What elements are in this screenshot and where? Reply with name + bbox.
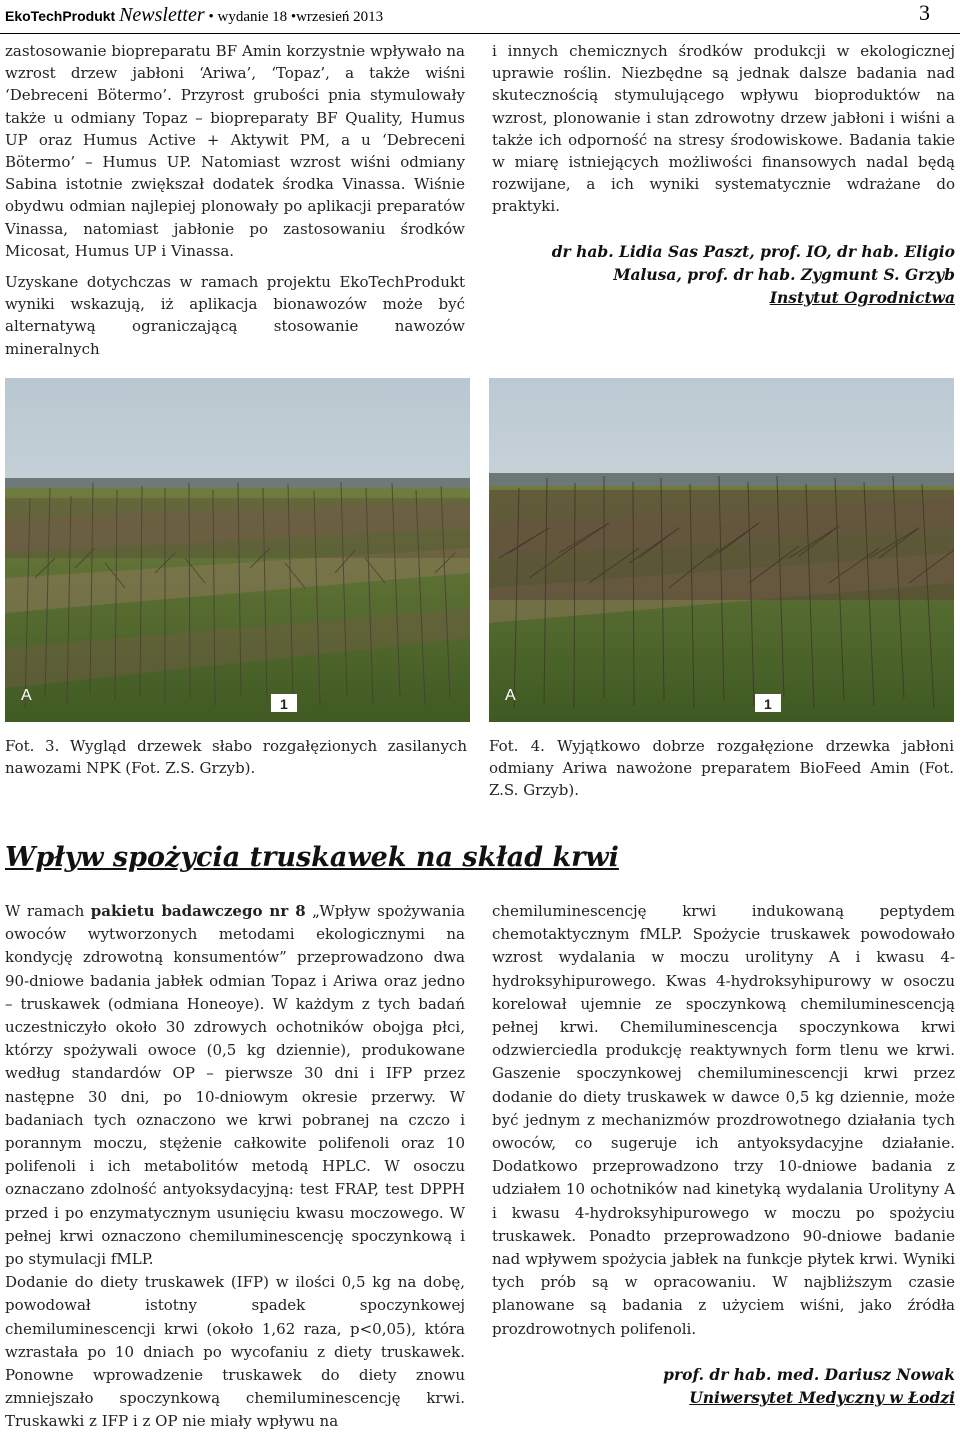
signature-line: dr hab. Lidia Sas Paszt, prof. IO, dr hab. Eligio <box>551 241 955 261</box>
photo-letter: A <box>505 687 516 704</box>
package-name: pakietu badawczego nr 8 <box>90 902 306 920</box>
signature-institution: Instytut Ogrodnictwa <box>769 287 955 307</box>
photo-tag: 1 <box>280 696 288 712</box>
signature-line: prof. dr hab. med. Dariusz Nowak <box>663 1364 955 1384</box>
page-header <box>0 0 960 34</box>
newsletter-label: Newsletter <box>119 4 205 26</box>
photo-caption: Fot. 3. Wygląd drzewek słabo rozgałęzionych zasilanych nawozami NPK (Fot. Z.S. Grzyb). <box>5 737 467 777</box>
article-signature <box>492 1363 955 1409</box>
photo-caption: Fot. 4. Wyjątkowo dobrze rozgałęzione drzewka jabłoni odmiany Ariwa nawożone preparatem BioFeed Amin (Fot. Z.S. Grzyb). <box>489 737 954 799</box>
page-number: 3 <box>919 0 930 25</box>
spacer <box>492 1341 955 1363</box>
article-title: Wpływ spożycia truskawek na skład krwi <box>5 842 619 873</box>
newsletter-masthead <box>5 4 383 27</box>
paragraph <box>5 900 465 1271</box>
paragraph: zastosowanie biopreparatu BF Amin korzystnie wpływało na wzrost drzew jabłoni ‘Ariwa’, ‘Topaz’, a także wiśni ‘Debreceni Bötermo’. Przyrost grubości pnia stymulowały także u odmiany Topaz – biopreparaty BF Quality, Humus UP oraz Humus Active + Aktywit PM, a u ‘Debreceni Bötermo’ – Humus UP. Natomiast wzrost wiśni odmiany Sabina istotnie zwiększał dodatek środka Vinassa. Wiśnie obydwu odmian najlepiej plonowały po aplikacji preparatów Vinassa, natomiast jabłonie po zastosowaniu środków Micosat, Humus UP i Vinassa. <box>5 42 465 260</box>
photo-sparse-trees <box>5 378 470 722</box>
article-left-column <box>5 900 465 1433</box>
top-left-column <box>5 40 465 360</box>
photo-tag: 1 <box>764 696 772 712</box>
article-right-column <box>492 900 955 1409</box>
text-run: W ramach <box>5 902 91 920</box>
header-rule <box>0 33 960 34</box>
paragraph: Uzyskane dotychczas w ramach projektu EkoTechProdukt wyniki wskazują, iż aplikacja bionawozów może być alternatywą ograniczającą stosowanie nawozów mineralnych <box>5 273 465 358</box>
issue-info: • wydanie 18 •wrzesień 2013 <box>208 9 384 25</box>
paragraph: i innych chemicznych środków produkcji w ekologicznej uprawie roślin. Niezbędne są jednak dalsze badania nad skutecznością stymulującego wpływu bioproduktów na wzrost, plonowanie i stan zdrowotny drzew jabłoni i wiśni a także ich odporność na stresy środowiskowe. Badania takie w miarę istniejących możliwości finansowych nadal będą rozwijane, a ich wyniki systematycznie wdrażane do praktyki. <box>492 42 955 216</box>
photo-letter: A <box>21 687 32 704</box>
paragraph: Dodanie do diety truskawek (IFP) w ilości 0,5 kg na dobę, powodował istotny spadek spoczynkowej chemiluminescencji krwi (około 1,62 raza, p<0,05), która wzrastała po 10 dniach po wycofaniu z diety truskawek. Ponowne wprowadzenie truskawek do diety znowu zmniejszało spoczynkową chemiluminescencję krwi. Truskawki z IFP i z OP nie miały wpływu na <box>5 1273 465 1431</box>
authors-signature <box>492 240 955 309</box>
photo-branched-trees <box>489 378 954 722</box>
paragraph: chemiluminescencję krwi indukowaną peptydem chemotaktycznym fMLP. Spożycie truskawek powodowało wzrost wydalania w moczu urolityny A i kwasu 4-hydroksyhipurowego. Kwas 4-hydroksyhipurowy w osoczu korelował ujemnie ze spoczynkową chemiluminescencją pełnej krwi. Chemiluminescencja spoczynkowa krwi odzwierciedla produkcję reaktywnych form tlenu we krwi. Gaszenie spoczynkowej chemiluminescencji krwi przez dodanie do diety truskawek w dawce 0,5 kg dziennie, może być jednym z mechanizmów prozdrowotnego działania tych owoców, co sugeruje ich antyoksydacyjne działanie. Dodatkowo przeprowadzono trzy 10-dniowe badania z udziałem 10 ochotników nad kinetyką wydalania Urolityny A i kwasu 4-hydroksyhipurowego w moczu po spożyciu truskawek. Ponadto przeprowadzono 90-dniowe badanie nad wpływem spożycia jabłek na funkcje płytek krwi. Wyniki tych prób są w opracowaniu. W najbliższym czasie planowane są badania z użyciem wiśni, jako źródła prozdrowotnych polifenoli. <box>492 902 955 1338</box>
signature-line: Malusa, prof. dr hab. Zygmunt S. Grzyb <box>613 264 955 284</box>
brand-name: EkoTechProdukt <box>5 8 116 24</box>
signature-institution: Uniwersytet Medyczny w Łodzi <box>689 1387 955 1407</box>
text-run: „Wpływ spożywania owoców wytworzonych metodami ekologicznymi na kondycję zdrowotną konsumentów” przeprowadzono dwa 90-dniowe badania jabłek odmian Topaz i Ariwa oraz jedno – truskawek (odmiana Honeoye). W każdym z tych badań uczestniczyło około 30 zdrowych ochotników obojga płci, którzy spożywali owoce (0,5 kg dziennie), produkowane według standardów OP – pierwsze 30 dni i IFP przez następne 30 dni, po 10-dniowym okresie przerwy. W badaniach tych oznaczono we krwi pobranej na czczo i porannym moczu, stężenie całkowite polifenoli oraz 10 polifenoli i ich metabolitów metodą HPLC. W osoczu oznaczano zdolność antyoksydacyjną: test FRAP, test DPPH przed i po enzymatycznym usunięciu kwasu moczowego. W pełnej krwi oznaczono chemiluminescencję spoczynkową i po stymulacji fMLP. <box>5 902 466 1269</box>
top-right-column <box>492 40 955 309</box>
